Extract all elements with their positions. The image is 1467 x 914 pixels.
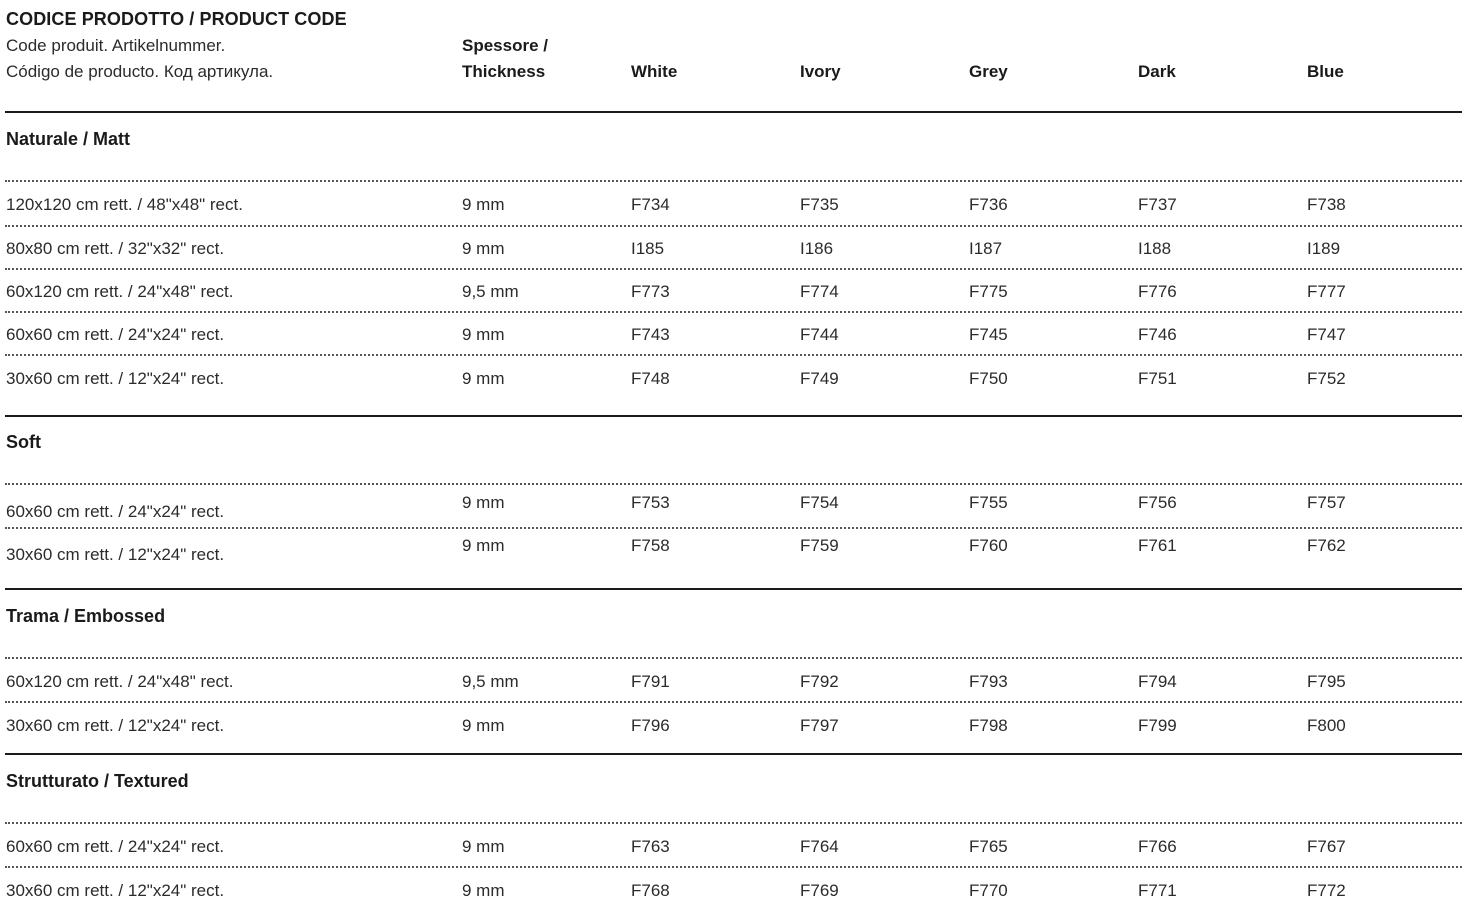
- column-header-white: White: [631, 62, 678, 81]
- column-header-blue: Blue: [1307, 62, 1344, 81]
- row-divider: [5, 701, 1462, 703]
- size-cell: 60x60 cm rett. / 24"x24" rect.: [6, 502, 225, 521]
- code-cell-ivory: F774: [800, 282, 839, 301]
- code-cell-grey: I187: [969, 239, 1003, 258]
- page-subtitle-line-1: Code produit. Artikelnummer.: [6, 36, 226, 55]
- thickness-cell: 9 mm: [462, 325, 505, 344]
- section-divider: [5, 588, 1462, 590]
- code-cell-ivory: F764: [800, 837, 839, 856]
- code-cell-ivory: F769: [800, 881, 839, 900]
- code-cell-white: F743: [631, 325, 670, 344]
- thickness-cell: 9 mm: [462, 881, 505, 900]
- code-cell-blue: F795: [1307, 672, 1346, 691]
- code-cell-ivory: I186: [800, 239, 834, 258]
- thickness-cell: 9 mm: [462, 837, 505, 856]
- section-title-trama-embossed: Trama / Embossed: [6, 606, 166, 626]
- code-cell-blue: F772: [1307, 881, 1346, 900]
- size-cell: 30x60 cm rett. / 12"x24" rect.: [6, 545, 225, 564]
- section-divider: [5, 415, 1462, 417]
- code-cell-ivory: F792: [800, 672, 839, 691]
- code-cell-dark: F771: [1138, 881, 1177, 900]
- row-divider: [5, 225, 1462, 227]
- section-title-soft: Soft: [6, 432, 41, 452]
- code-cell-blue: F777: [1307, 282, 1346, 301]
- size-cell: 60x60 cm rett. / 24"x24" rect.: [6, 325, 225, 344]
- row-divider: [5, 180, 1462, 182]
- thickness-cell: 9 mm: [462, 716, 505, 735]
- row-divider: [5, 527, 1462, 529]
- code-cell-dark: F794: [1138, 672, 1177, 691]
- thickness-cell: 9 mm: [462, 536, 505, 555]
- code-cell-dark: F776: [1138, 282, 1177, 301]
- thickness-cell: 9 mm: [462, 195, 505, 214]
- code-cell-blue: F752: [1307, 369, 1346, 388]
- row-divider: [5, 866, 1462, 868]
- code-cell-white: F768: [631, 881, 670, 900]
- section-divider: [5, 111, 1462, 113]
- size-cell: 60x60 cm rett. / 24"x24" rect.: [6, 837, 225, 856]
- code-cell-ivory: F797: [800, 716, 839, 735]
- thickness-cell: 9,5 mm: [462, 282, 519, 301]
- code-cell-blue: F747: [1307, 325, 1346, 344]
- row-divider: [5, 822, 1462, 824]
- code-cell-blue: I189: [1307, 239, 1341, 258]
- code-cell-white: F748: [631, 369, 670, 388]
- column-header-grey: Grey: [969, 62, 1008, 81]
- column-header-ivory: Ivory: [800, 62, 841, 81]
- size-cell: 30x60 cm rett. / 12"x24" rect.: [6, 369, 225, 388]
- section-title-naturale-matt: Naturale / Matt: [6, 129, 131, 149]
- section-divider: [5, 753, 1462, 755]
- code-cell-dark: F766: [1138, 837, 1177, 856]
- code-cell-grey: F745: [969, 325, 1008, 344]
- code-cell-white: F753: [631, 493, 670, 512]
- code-cell-ivory: F759: [800, 536, 839, 555]
- row-divider: [5, 657, 1462, 659]
- code-cell-dark: F756: [1138, 493, 1177, 512]
- code-cell-ivory: F744: [800, 325, 839, 344]
- code-cell-grey: F770: [969, 881, 1008, 900]
- code-cell-grey: F755: [969, 493, 1008, 512]
- code-cell-grey: F750: [969, 369, 1008, 388]
- size-cell: 60x120 cm rett. / 24"x48" rect.: [6, 672, 234, 691]
- size-cell: 30x60 cm rett. / 12"x24" rect.: [6, 716, 225, 735]
- code-cell-dark: I188: [1138, 239, 1172, 258]
- row-divider: [5, 311, 1462, 313]
- code-cell-blue: F757: [1307, 493, 1346, 512]
- column-header-thickness-line-1: Spessore /: [462, 36, 548, 55]
- code-cell-white: F796: [631, 716, 670, 735]
- size-cell: 30x60 cm rett. / 12"x24" rect.: [6, 881, 225, 900]
- code-cell-ivory: F754: [800, 493, 839, 512]
- code-cell-grey: F760: [969, 536, 1008, 555]
- code-cell-blue: F800: [1307, 716, 1346, 735]
- size-cell: 80x80 cm rett. / 32"x32" rect.: [6, 239, 225, 258]
- code-cell-white: F773: [631, 282, 670, 301]
- code-cell-blue: F767: [1307, 837, 1346, 856]
- code-cell-white: I185: [631, 239, 665, 258]
- code-cell-dark: F751: [1138, 369, 1177, 388]
- code-cell-white: F758: [631, 536, 670, 555]
- thickness-cell: 9 mm: [462, 369, 505, 388]
- page-subtitle-line-2: Código de producto. Код артикула.: [6, 62, 274, 81]
- column-header-thickness-line-2: Thickness: [462, 62, 546, 81]
- code-cell-dark: F799: [1138, 716, 1177, 735]
- thickness-cell: 9,5 mm: [462, 672, 519, 691]
- code-cell-ivory: F749: [800, 369, 839, 388]
- code-cell-white: F763: [631, 837, 670, 856]
- size-cell: 120x120 cm rett. / 48"x48" rect.: [6, 195, 243, 214]
- code-cell-blue: F762: [1307, 536, 1346, 555]
- code-cell-blue: F738: [1307, 195, 1346, 214]
- page-title: CODICE PRODOTTO / PRODUCT CODE: [6, 9, 347, 29]
- code-cell-grey: F765: [969, 837, 1008, 856]
- size-cell: 60x120 cm rett. / 24"x48" rect.: [6, 282, 234, 301]
- thickness-cell: 9 mm: [462, 239, 505, 258]
- section-title-strutturato-textured: Strutturato / Textured: [6, 771, 189, 791]
- column-header-dark: Dark: [1138, 62, 1176, 81]
- code-cell-grey: F798: [969, 716, 1008, 735]
- row-divider: [5, 483, 1462, 485]
- code-cell-white: F734: [631, 195, 670, 214]
- code-cell-dark: F761: [1138, 536, 1177, 555]
- code-cell-grey: F793: [969, 672, 1008, 691]
- code-cell-dark: F746: [1138, 325, 1177, 344]
- code-cell-grey: F775: [969, 282, 1008, 301]
- code-cell-grey: F736: [969, 195, 1008, 214]
- code-cell-dark: F737: [1138, 195, 1177, 214]
- thickness-cell: 9 mm: [462, 493, 505, 512]
- code-cell-white: F791: [631, 672, 670, 691]
- code-cell-ivory: F735: [800, 195, 839, 214]
- row-divider: [5, 354, 1462, 356]
- row-divider: [5, 268, 1462, 270]
